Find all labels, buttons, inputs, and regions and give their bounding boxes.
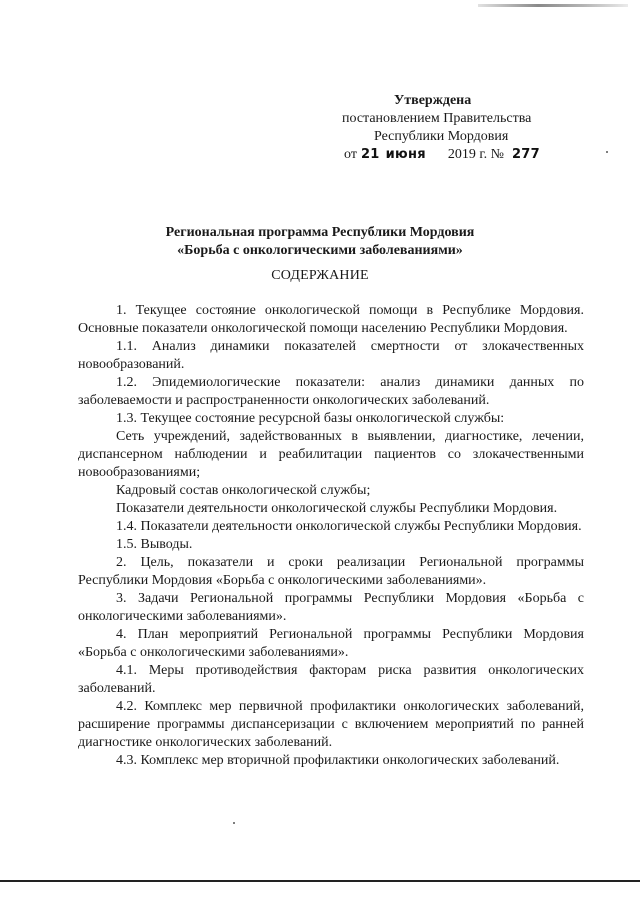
scan-artifact-top [478, 4, 628, 7]
date-year-label: 2019 г. № [447, 147, 504, 162]
page-bottom-rule [0, 880, 640, 882]
approval-stamp [330, 92, 560, 164]
toc-heading: СОДЕРЖАНИЕ [271, 268, 369, 283]
toc-item: 1. Текущее состояние онкологической помощи в Республике Мордовия. Основные показатели онкологической помощи населению Республики Мордовия. [78, 303, 584, 336]
program-title-line1: Региональная программа Республики Мордовия [165, 225, 475, 240]
toc-item: 4.2. Комплекс мер первичной профилактики онкологических заболеваний, расширение программы диспансеризации с включением мероприятий по ранней диагностике онкологических заболеваний. [78, 699, 584, 750]
toc-item: 2. Цель, показатели и сроки реализации Региональной программы Республики Мордовия «Борьба с онкологическими заболеваниями». [78, 555, 584, 588]
approved-label: Утверждена [394, 93, 472, 108]
program-title-line2: «Борьба с онкологическими заболеваниями» [177, 243, 463, 258]
date-from-label: от [344, 147, 357, 162]
approval-line-republic: Республики Мордовия [374, 129, 509, 144]
decree-number: 277 [511, 147, 540, 162]
program-title [0, 224, 640, 260]
date-day: 21 [360, 147, 380, 162]
toc-item: 4.1. Меры противодействия факторам риска развития онкологических заболеваний. [78, 663, 584, 696]
toc-item: 1.1. Анализ динамики показателей смертности от злокачественных новообразований. [78, 339, 584, 372]
date-month: июня [385, 147, 426, 162]
scan-artifact-dot [233, 822, 235, 824]
toc-item: 1.3. Текущее состояние ресурсной базы онкологической службы: [116, 411, 505, 426]
scan-artifact-dot [606, 151, 608, 153]
toc-item: 4.3. Комплекс мер вторичной профилактики онкологических заболеваний. [116, 753, 560, 768]
approval-date-line [330, 146, 560, 164]
toc-item: 1.4. Показатели деятельности онкологической службы Республики Мордовия. [116, 519, 582, 534]
table-of-contents [78, 302, 584, 770]
toc-item: Сеть учреждений, задействованных в выявлении, диагностике, лечении, диспансерном наблюдении и реабилитации пациентов со злокачественными новообразованиями; [78, 429, 584, 480]
toc-item: 3. Задачи Региональной программы Республики Мордовия «Борьба с онкологическими заболеваниями». [78, 591, 584, 624]
toc-item: Кадровый состав онкологической службы; [116, 483, 371, 498]
toc-item: 1.2. Эпидемиологические показатели: анализ динамики данных по заболеваемости и распространенности онкологических заболеваний. [78, 375, 584, 408]
approval-line-resolution: постановлением Правительства [342, 111, 532, 126]
toc-item: 1.5. Выводы. [116, 537, 193, 552]
toc-item: Показатели деятельности онкологической службы Республики Мордовия. [116, 501, 558, 516]
toc-item: 4. План мероприятий Региональной программы Республики Мордовия «Борьба с онкологическими заболеваниями». [78, 627, 584, 660]
